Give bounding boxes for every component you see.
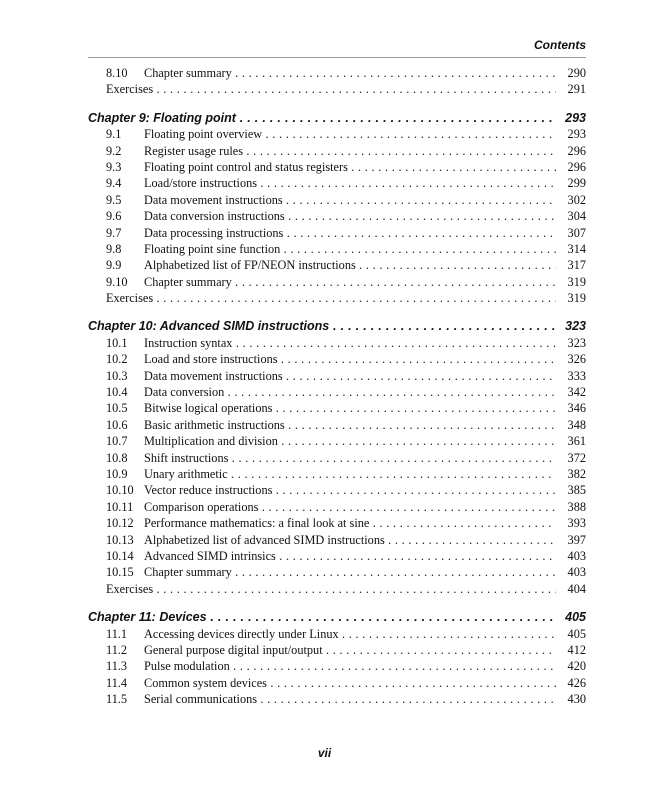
section-number: 10.13 <box>106 532 134 547</box>
section-number: 10.15 <box>106 565 134 580</box>
entry-page-number: 405 <box>565 610 586 625</box>
toc-chapter-entry <box>88 110 586 126</box>
section-number: 10.12 <box>106 516 134 531</box>
section-number: 9.7 <box>106 225 122 240</box>
toc-chapter-entry <box>88 609 586 625</box>
toc-section-entry <box>88 335 586 351</box>
entry-title: Exercises . . . <box>106 81 556 97</box>
entry-page-number: 412 <box>567 642 586 657</box>
entry-title: Data conversion instructions . . . <box>144 208 556 224</box>
entry-title: Load/store instructions . . . <box>144 175 556 191</box>
section-number: 10.2 <box>106 352 128 367</box>
toc-section-entry <box>88 642 586 658</box>
toc-exercises-entry <box>88 81 586 97</box>
toc-section-entry <box>88 515 586 531</box>
entry-title: Chapter summary . . . <box>144 65 556 81</box>
entry-title: General purpose digital input/output . . . <box>144 642 556 658</box>
entry-title: Floating point sine function . . . <box>144 241 556 257</box>
section-number: 9.8 <box>106 241 122 256</box>
entry-title: Data processing instructions . . . <box>144 225 556 241</box>
toc-section-entry <box>88 450 586 466</box>
entry-title: Chapter 11: Devices . . . <box>88 609 556 625</box>
entry-title: Chapter 9: Floating point . . . <box>88 110 556 126</box>
section-number: 9.10 <box>106 274 128 289</box>
entry-page-number: 293 <box>567 127 586 142</box>
section-number: 10.11 <box>106 499 134 514</box>
section-number: 9.3 <box>106 159 122 174</box>
entry-title: Alphabetized list of advanced SIMD instructions . . . <box>144 532 556 548</box>
section-number: 11.1 <box>106 626 128 641</box>
toc-section-entry <box>88 274 586 290</box>
toc-section-entry <box>88 126 586 142</box>
section-number: 10.4 <box>106 385 128 400</box>
entry-title: Basic arithmetic instructions . . . <box>144 417 556 433</box>
section-number: 10.14 <box>106 548 134 563</box>
entry-title: Common system devices . . . <box>144 675 556 691</box>
toc-section-entry <box>88 351 586 367</box>
toc-section-entry <box>88 564 586 580</box>
toc-section-entry <box>88 532 586 548</box>
entry-page-number: 342 <box>567 385 586 400</box>
entry-page-number: 397 <box>567 532 586 547</box>
toc-section-entry <box>88 658 586 674</box>
section-number: 9.2 <box>106 143 122 158</box>
section-number: 9.4 <box>106 176 122 191</box>
entry-page-number: 346 <box>567 401 586 416</box>
toc-section-entry <box>88 482 586 498</box>
entry-page-number: 361 <box>567 434 586 449</box>
toc-section-entry <box>88 257 586 273</box>
toc-section-entry <box>88 433 586 449</box>
entry-page-number: 291 <box>567 82 586 97</box>
entry-title: Data movement instructions . . . <box>144 368 556 384</box>
toc-section-entry <box>88 384 586 400</box>
toc-chapter-entry <box>88 318 586 334</box>
entry-page-number: 385 <box>567 483 586 498</box>
entry-title: Chapter 10: Advanced SIMD instructions . . . <box>88 318 556 334</box>
header-title: Contents <box>534 38 586 52</box>
toc-section-entry <box>88 65 586 81</box>
section-number: 10.10 <box>106 483 134 498</box>
toc-section-entry <box>88 192 586 208</box>
entry-page-number: 403 <box>567 565 586 580</box>
entry-title: Pulse modulation . . . <box>144 658 556 674</box>
entry-title: Shift instructions . . . <box>144 450 556 466</box>
entry-page-number: 388 <box>567 499 586 514</box>
entry-title: Data movement instructions . . . <box>144 192 556 208</box>
entry-title: Exercises . . . <box>106 290 556 306</box>
section-number: 8.10 <box>106 66 128 80</box>
entry-title: Register usage rules . . . <box>144 143 556 159</box>
entry-title: Vector reduce instructions . . . <box>144 482 556 498</box>
page-number: vii <box>317 746 332 760</box>
entry-title: Bitwise logical operations . . . <box>144 400 556 416</box>
entry-title: Comparison operations . . . <box>144 499 556 515</box>
entry-page-number: 296 <box>567 159 586 174</box>
table-of-contents <box>88 65 586 707</box>
entry-title: Chapter summary . . . <box>144 274 556 290</box>
toc-section-entry <box>88 143 586 159</box>
entry-page-number: 319 <box>567 291 586 306</box>
section-number: 10.6 <box>106 417 128 432</box>
entry-page-number: 307 <box>567 225 586 240</box>
entry-page-number: 314 <box>567 241 586 256</box>
entry-page-number: 393 <box>567 516 586 531</box>
toc-section-entry <box>88 368 586 384</box>
entry-page-number: 290 <box>567 66 586 80</box>
entry-page-number: 299 <box>567 176 586 191</box>
entry-page-number: 323 <box>567 335 586 350</box>
entry-title: Multiplication and division . . . <box>144 433 556 449</box>
entry-page-number: 420 <box>567 659 586 674</box>
entry-page-number: 326 <box>567 352 586 367</box>
entry-title: Floating point overview . . . <box>144 126 556 142</box>
entry-page-number: 372 <box>567 450 586 465</box>
toc-section-entry <box>88 548 586 564</box>
entry-page-number: 319 <box>567 274 586 289</box>
entry-page-number: 333 <box>567 368 586 383</box>
section-number: 11.3 <box>106 659 128 674</box>
entry-title: Chapter summary . . . <box>144 564 556 580</box>
toc-section-entry <box>88 175 586 191</box>
toc-section-entry <box>88 417 586 433</box>
entry-title: Instruction syntax . . . <box>144 335 556 351</box>
entry-title: Serial communications . . . <box>144 691 556 707</box>
toc-section-entry <box>88 225 586 241</box>
section-number: 9.6 <box>106 209 122 224</box>
section-number: 10.7 <box>106 434 128 449</box>
entry-title: Advanced SIMD intrinsics . . . <box>144 548 556 564</box>
toc-section-entry <box>88 499 586 515</box>
entry-page-number: 405 <box>567 626 586 641</box>
entry-title: Performance mathematics: a final look at sine . . . <box>144 515 556 531</box>
entry-page-number: 293 <box>565 110 586 125</box>
entry-title: Load and store instructions . . . <box>144 351 556 367</box>
section-number: 10.8 <box>106 450 128 465</box>
toc-exercises-entry <box>88 581 586 597</box>
entry-page-number: 430 <box>567 692 586 707</box>
entry-title: Alphabetized list of FP/NEON instructions . . . <box>144 257 556 273</box>
section-number: 10.5 <box>106 401 128 416</box>
toc-section-entry <box>88 159 586 175</box>
entry-page-number: 304 <box>567 209 586 224</box>
entry-page-number: 302 <box>567 192 586 207</box>
entry-title: Floating point control and status registers . . . <box>144 159 556 175</box>
toc-section-entry <box>88 208 586 224</box>
entry-page-number: 323 <box>565 319 586 334</box>
section-number: 11.5 <box>106 692 128 707</box>
entry-page-number: 317 <box>567 258 586 273</box>
section-number: 9.1 <box>106 127 122 142</box>
section-number: 10.3 <box>106 368 128 383</box>
section-number: 10.9 <box>106 466 128 481</box>
entry-page-number: 348 <box>567 417 586 432</box>
entry-page-number: 382 <box>567 466 586 481</box>
section-number: 10.1 <box>106 335 128 350</box>
toc-section-entry <box>88 691 586 707</box>
toc-section-entry <box>88 626 586 642</box>
section-number: 11.4 <box>106 675 128 690</box>
section-number: 9.5 <box>106 192 122 207</box>
toc-section-entry <box>88 675 586 691</box>
entry-page-number: 404 <box>567 581 586 596</box>
entry-title: Data conversion . . . <box>144 384 556 400</box>
entry-title: Exercises . . . <box>106 581 556 597</box>
toc-section-entry <box>88 400 586 416</box>
toc-exercises-entry <box>88 290 586 306</box>
toc-section-entry <box>88 241 586 257</box>
entry-page-number: 426 <box>567 675 586 690</box>
running-header <box>88 37 586 58</box>
toc-section-entry <box>88 466 586 482</box>
entry-title: Unary arithmetic . . . <box>144 466 556 482</box>
section-number: 9.9 <box>106 258 122 273</box>
entry-page-number: 296 <box>567 143 586 158</box>
entry-title: Accessing devices directly under Linux . . . <box>144 626 556 642</box>
entry-page-number: 403 <box>567 548 586 563</box>
section-number: 11.2 <box>106 642 128 657</box>
